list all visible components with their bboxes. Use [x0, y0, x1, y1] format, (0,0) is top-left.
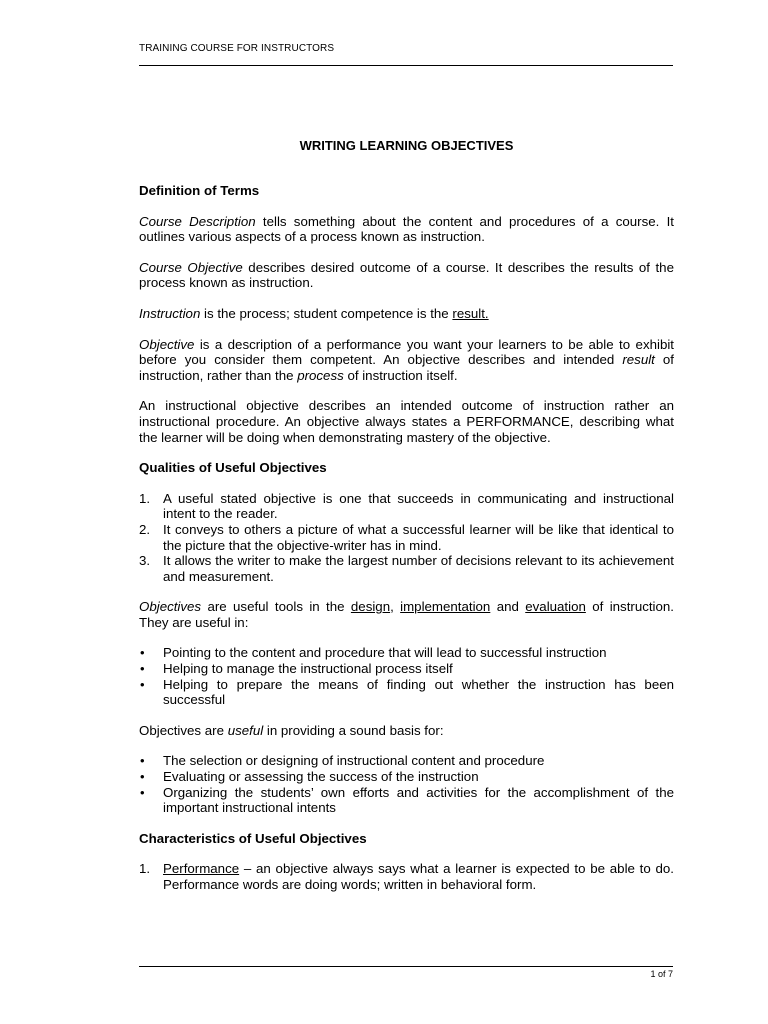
- instructional-objective-paragraph: An instructional objective describes an intended outcome of instruction rather an instructional procedure. An objective always states a PERFORMANCE, describing what the learner will be doing when demonstrating mastery of the objective.: [139, 398, 674, 445]
- page-number: 1 of 7: [650, 969, 673, 979]
- bullet-icon: •: [140, 784, 145, 800]
- result-underlined: result.: [452, 305, 489, 321]
- document-page: [139, 0, 674, 1024]
- evaluation-underlined: evaluation: [525, 599, 586, 615]
- instruction-paragraph: Instruction is the process; student competence is the result.: [139, 305, 489, 321]
- list-item: • Pointing to the content and procedure that will lead to successful instruction: [140, 645, 607, 661]
- characteristics-list: [139, 861, 674, 892]
- qualities-list: [139, 491, 674, 585]
- list-item: • Evaluating or assessing the success of the instruction: [140, 769, 479, 785]
- basis-paragraph: Objectives are useful in providing a sound basis for:: [139, 722, 444, 738]
- list-item: 1. Performance – an objective always says what a learner is expected to be able to do. Performance words are doing words; written in behavioral form.: [139, 861, 674, 892]
- bullet-icon: •: [140, 769, 145, 785]
- list-item: 3. It allows the writer to make the largest number of decisions relevant to its achievement and measurement.: [139, 553, 674, 584]
- term-course-objective: Course Objective: [139, 259, 243, 275]
- document-title: WRITING LEARNING OBJECTIVES: [299, 138, 514, 153]
- list-item: 1. A useful stated objective is one that succeeds in communicating and instructional intent to the reader.: [139, 490, 674, 522]
- bullet-icon: •: [140, 661, 145, 677]
- basis-bullet-list: [139, 753, 674, 815]
- characteristics-heading: Characteristics of Useful Objectives: [139, 830, 367, 846]
- list-item: • The selection or designing of instructional content and procedure: [140, 753, 545, 769]
- bullet-icon: •: [140, 645, 145, 661]
- bullet-icon: •: [140, 753, 145, 769]
- qualities-heading: Qualities of Useful Objectives: [139, 460, 327, 476]
- term-instruction: Instruction: [139, 305, 201, 321]
- document-body: [139, 183, 674, 908]
- objective-paragraph: Objective is a description of a performance you want your learners to be able to exhibit before you consider them competent. An objective describes and intended result of instruction, rather than the process of instruction itself.: [139, 336, 674, 383]
- list-item: 2. It conveys to others a picture of what a successful learner will be like that identical to the picture that the objective-writer has in mind.: [139, 521, 674, 553]
- list-item: • Helping to manage the instructional process itself: [140, 661, 453, 677]
- design-underlined: design: [350, 599, 391, 615]
- course-objective-paragraph: Course Objective describes desired outcome of a course. It describes the results of the process known as instruction.: [139, 259, 674, 291]
- header-rule: [139, 65, 673, 66]
- bullet-icon: •: [140, 676, 145, 692]
- course-description-paragraph: Course Description tells something about the content and procedures of a course. It outlines various aspects of a process known as instruction.: [139, 213, 674, 245]
- list-item: • Helping to prepare the means of finding out whether the instruction has been successful: [140, 676, 674, 708]
- definition-heading: Definition of Terms: [139, 183, 260, 198]
- term-course-description: Course Description: [139, 213, 256, 229]
- tools-bullet-list: [139, 645, 674, 707]
- term-objective: Objective: [139, 336, 195, 352]
- footer-rule: [139, 966, 673, 967]
- tools-paragraph: Objectives are useful tools in the design, implementation and evaluation of instruction. They are useful in:: [139, 599, 674, 630]
- performance-underlined: Performance: [163, 861, 240, 877]
- list-item: • Organizing the students’ own efforts and activities for the accomplishment of the important instructional intents: [140, 784, 674, 816]
- running-header: TRAINING COURSE FOR INSTRUCTORS: [139, 43, 335, 54]
- implementation-underlined: implementation: [400, 599, 491, 615]
